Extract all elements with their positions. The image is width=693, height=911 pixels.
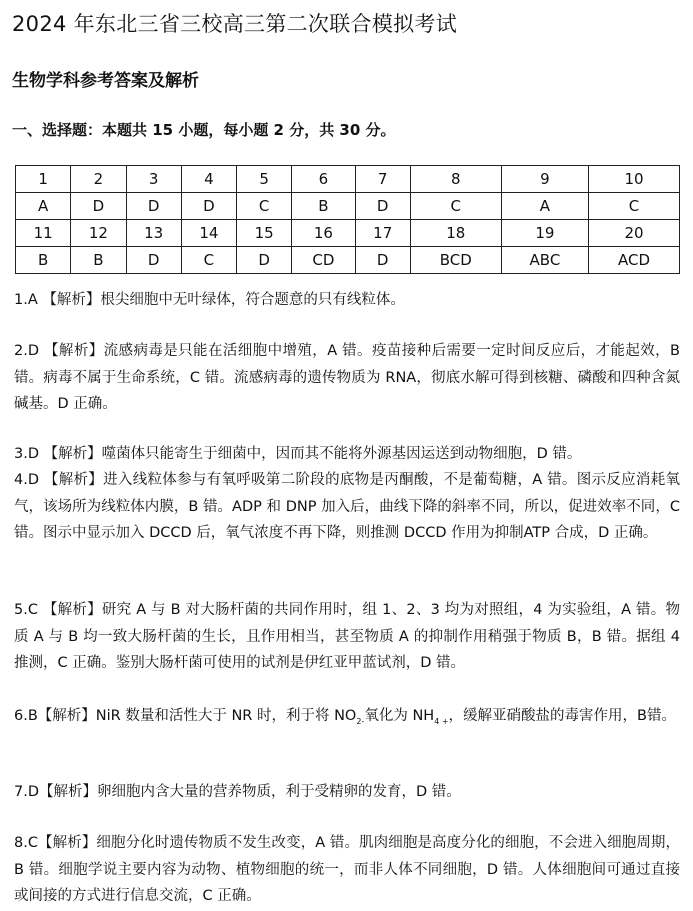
answer-cell: A — [16, 193, 71, 220]
answer-cell: D — [126, 193, 181, 220]
answer-cell: B — [71, 247, 126, 274]
question-number-cell: 1 — [16, 166, 71, 193]
explanation-q4: 4.D 【解析】进入线粒体参与有氧呼吸第二阶段的底物是丙酮酸，不是葡萄糖，A 错。图示反应消耗氧气，该场所为线粒体内膜，B 错。ADP 和 DNP 加入后，曲线下降的斜率不同，所以，促进效率不同，C 错。图示中显示加入 DCCD 后，氧气浓度不再下降，则推测 DCCD 作用为抑制ATP 合成，D 正确。 — [14, 472, 680, 541]
question-number-cell: 14 — [181, 220, 236, 247]
question-number-cell: 7 — [355, 166, 410, 193]
nitrite-subscript: 2- — [356, 716, 365, 726]
question-number-cell: 8 — [410, 166, 501, 193]
answer-table-row — [16, 247, 680, 274]
question-number-cell: 2 — [71, 166, 126, 193]
explanation-q6 — [14, 703, 680, 735]
explanation-q6-part2: 氧化为 NH — [364, 708, 435, 724]
answer-cell: D — [355, 193, 410, 220]
question-number-cell: 4 — [181, 166, 236, 193]
answer-cell: C — [181, 247, 236, 274]
answer-cell: D — [237, 247, 292, 274]
answer-cell: B — [16, 247, 71, 274]
answer-cell: A — [501, 193, 588, 220]
explanation-q8: 8.C【解析】细胞分化时遗传物质不发生改变，A 错。肌肉细胞是高度分化的细胞，不会进入细胞周期，B 错。细胞学说主要内容为动物、植物细胞的统一，而非人体不同细胞，D 错。人体细胞间可通过直接或间接的方式进行信息交流，C 正确。 — [14, 835, 680, 904]
explanation-q6-part3: ，缓解亚硝酸盐的毒害作用，B错。 — [448, 708, 676, 724]
question-number-cell: 12 — [71, 220, 126, 247]
answer-cell: C — [237, 193, 292, 220]
answer-table-row — [16, 193, 680, 220]
question-number-cell: 20 — [589, 220, 680, 247]
explanation-q7: 7.D【解析】卵细胞内含大量的营养物质，利于受精卵的发育，D 错。 — [14, 784, 461, 800]
question-number-cell: 9 — [501, 166, 588, 193]
question-number-cell: 3 — [126, 166, 181, 193]
answer-cell: D — [126, 247, 181, 274]
question-number-cell: 6 — [292, 166, 355, 193]
answer-cell: D — [355, 247, 410, 274]
question-number-cell: 10 — [589, 166, 680, 193]
question-number-cell: 17 — [355, 220, 410, 247]
explanation-q2: 2.D 【解析】流感病毒是只能在活细胞中增殖，A 错。疫苗接种后需要一定时间反应后，才能起效，B 错。病毒不属于生命系统，C 错。流感病毒的遗传物质为 RNA，彻底水解可得到核糖、磷酸和四种含氮碱基。D 正确。 — [14, 343, 680, 412]
question-number-cell: 19 — [501, 220, 588, 247]
explanation-q3: 3.D 【解析】噬菌体只能寄生于细菌中，因而其不能将外源基因运送到动物细胞，D 错。 — [14, 446, 582, 462]
document-subtitle: 生物学科参考答案及解析 — [12, 71, 199, 91]
question-number-cell: 13 — [126, 220, 181, 247]
answer-cell: ABC — [501, 247, 588, 274]
answer-cell: C — [410, 193, 501, 220]
answer-cell: D — [71, 193, 126, 220]
answer-cell: D — [181, 193, 236, 220]
ammonium-subscript: 4 + — [434, 716, 449, 726]
question-number-cell: 18 — [410, 220, 501, 247]
question-number-cell: 11 — [16, 220, 71, 247]
question-number-cell: 15 — [237, 220, 292, 247]
question-number-cell: 16 — [292, 220, 355, 247]
explanation-q5: 5.C 【解析】研究 A 与 B 对大肠杆菌的共同作用时，组 1、2、3 均为对照组，4 为实验组，A 错。物质 A 与 B 均一致大肠杆菌的生长，且作用相当，甚至物质 A 的抑制作用稍强于物质 B，B 错。据组 4 推测，C 正确。鉴别大肠杆菌可使用的试剂是伊红亚甲蓝试剂，D 错。 — [14, 602, 680, 671]
answer-table — [15, 165, 680, 274]
answer-cell: ACD — [589, 247, 680, 274]
explanation-q1: 1.A 【解析】根尖细胞中无叶绿体，符合题意的只有线粒体。 — [14, 292, 405, 308]
question-number-cell: 5 — [237, 166, 292, 193]
answer-cell: CD — [292, 247, 355, 274]
answer-cell: C — [589, 193, 680, 220]
section-heading: 一、选择题：本题共 15 小题，每小题 2 分，共 30 分。 — [12, 121, 396, 139]
answer-table-row — [16, 166, 680, 193]
page-title: 2024 年东北三省三校高三第二次联合模拟考试 — [12, 12, 458, 36]
answer-table-row — [16, 220, 680, 247]
answer-cell: BCD — [410, 247, 501, 274]
answer-cell: B — [292, 193, 355, 220]
explanation-q6-part1: 6.B【解析】NiR 数量和活性大于 NR 时，利于将 NO — [14, 708, 357, 724]
